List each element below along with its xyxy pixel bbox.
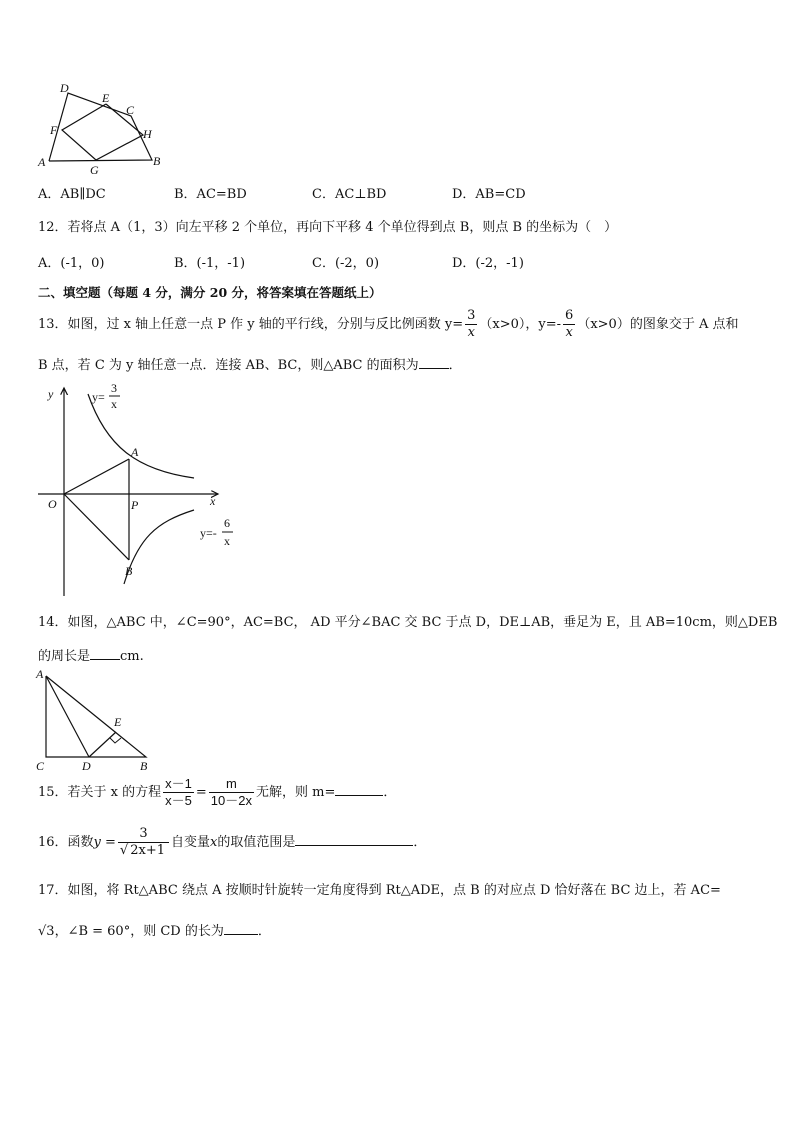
q16-radicand: 2x+1 xyxy=(130,843,165,858)
q11-label-f: F xyxy=(50,123,58,137)
q13-label-a: A xyxy=(131,445,139,459)
q14-label-b: B xyxy=(140,759,148,773)
q13-cond-1: （x>0），y=- xyxy=(479,317,562,332)
q15-pre: 15．若关于 x 的方程 xyxy=(38,785,162,800)
q13-curve1-den: x xyxy=(111,397,117,411)
q13-text-pre: 13．如图，过 x 轴上任意一点 P 作 y 轴的平行线，分别与反比例函数 y= xyxy=(38,317,464,332)
q15-fraction-2 xyxy=(209,776,254,809)
q14-line-1: 14．如图，△ABC 中，∠C=90°，AC=BC， AD 平分∠BAC 交 BC 于点 D，DE⊥AB，垂足为 E，且 AB=10cm，则△DEB xyxy=(38,615,778,630)
q15-end: ． xyxy=(383,785,397,800)
q13-line-2-end: ． xyxy=(448,358,462,373)
q14-line-2-post: cm. xyxy=(120,649,144,664)
q13-frac1-den: x xyxy=(467,325,475,340)
q11-label-c: C xyxy=(126,103,135,117)
q12-option-c: C．(-2，0) xyxy=(312,256,380,271)
q13-segment-ob xyxy=(64,494,129,560)
q16-y-eq: y = xyxy=(93,835,116,850)
q11-label-b: B xyxy=(153,154,161,168)
q16-fraction xyxy=(118,826,169,859)
q17-answer-blank[interactable] xyxy=(224,920,258,935)
q17-sqrt3: √3 xyxy=(38,924,55,939)
q16-num: 3 xyxy=(118,826,169,843)
q15-frac1-num: x－1 xyxy=(165,776,192,791)
q11-quadrilateral-figure xyxy=(36,81,176,179)
q13-frac1-num: 3 xyxy=(467,308,476,323)
q14-line-2 xyxy=(38,645,144,666)
q13-curve1-label: y= xyxy=(92,390,105,404)
q15-fraction-1 xyxy=(163,776,194,809)
q14-label-d: D xyxy=(82,759,91,773)
q12-option-a: A．(-1，0) xyxy=(38,256,105,271)
q16-answer-blank[interactable] xyxy=(295,831,413,846)
q13-curve1-num: 3 xyxy=(111,381,117,395)
q11-label-g: G xyxy=(90,163,99,177)
q11-label-a: A xyxy=(38,155,46,169)
q16-post-1: 自变量 xyxy=(171,835,211,850)
q13-line-1 xyxy=(38,308,738,341)
q14-segment-ad xyxy=(46,676,89,757)
q14-label-c: C xyxy=(36,759,45,773)
q13-line-2-text: B 点，若 C 为 y 轴任意一点．连接 AB、BC，则△ABC 的面积为 xyxy=(38,358,419,373)
q17-line-2-end: ． xyxy=(257,924,271,939)
q15-frac1-den: x－5 xyxy=(165,793,192,808)
q13-graph xyxy=(36,381,246,600)
q12-option-b: B．(-1，-1) xyxy=(174,256,246,271)
q16-line xyxy=(38,826,426,859)
q11-option-c: C．AC⊥BD xyxy=(312,187,387,202)
q11-option-b: B．AC=BD xyxy=(174,187,247,202)
q14-label-a: A xyxy=(36,667,44,681)
q16-post-2: 的取值范围是 xyxy=(217,835,296,850)
q13-curve-positive xyxy=(88,394,194,478)
q16-pre: 16．函数 xyxy=(38,835,94,850)
q13-curve2-label: y=- xyxy=(200,526,217,540)
q14-right-angle-mark xyxy=(110,738,121,743)
q16-end: ． xyxy=(413,835,427,850)
q15-eq: = xyxy=(195,785,207,800)
q13-segment-oa xyxy=(64,459,129,494)
q11-option-d: D．AB=CD xyxy=(452,187,526,202)
q15-post: 无解，则 m= xyxy=(255,785,336,800)
q14-triangle-abc xyxy=(46,676,146,757)
q14-triangle-figure xyxy=(34,668,164,776)
q14-segment-de xyxy=(89,732,116,757)
q12-option-d: D．(-2，-1) xyxy=(452,256,524,271)
q11-option-a: A．AB∥DC xyxy=(38,187,106,202)
q14-label-e: E xyxy=(114,715,122,729)
q13-label-p: P xyxy=(131,498,139,512)
q14-line-2-pre: 的周长是 xyxy=(38,649,91,664)
q15-answer-blank[interactable] xyxy=(335,781,383,796)
q13-curve2-den: x xyxy=(224,534,230,548)
q12-question: 12．若将点 A（1，3）向左平移 2 个单位，再向下平移 4 个单位得到点 B，则点 B 的坐标为（ ） xyxy=(38,220,618,235)
q15-frac2-num: m xyxy=(209,776,254,793)
q13-frac2-den: x xyxy=(565,325,573,340)
q15-line xyxy=(38,776,396,809)
q13-curve2-num: 6 xyxy=(224,516,230,530)
q13-text-post: （x>0）的图象交于 A 点和 xyxy=(577,317,739,332)
q13-label-b: B xyxy=(125,564,133,578)
q11-label-e: E xyxy=(102,91,110,105)
q13-label-o: O xyxy=(48,497,57,511)
q17-line-2-mid: ，∠B = 60°，则 CD 的长为 xyxy=(54,924,224,939)
q13-fraction-1 xyxy=(465,308,477,341)
q13-line-2 xyxy=(38,354,462,375)
q16-sqrt-sign: √ xyxy=(119,843,129,858)
q11-label-d: D xyxy=(60,81,69,95)
q16-den xyxy=(118,843,169,859)
q11-outline xyxy=(49,93,152,161)
q14-answer-blank[interactable] xyxy=(90,645,120,660)
q13-answer-blank[interactable] xyxy=(419,354,449,369)
q13-frac2-num: 6 xyxy=(565,308,574,323)
q17-line-1: 17．如图，将 Rt△ABC 绕点 A 按顺时针旋转一定角度得到 Rt△ADE，点 B 的对应点 D 恰好落在 BC 边上，若 AC= xyxy=(38,883,721,898)
q15-frac2-den: 10－2x xyxy=(210,793,252,808)
q13-fraction-2 xyxy=(563,308,575,341)
q17-line-2 xyxy=(38,920,271,941)
q13-label-y: y xyxy=(48,387,54,401)
q11-label-h: H xyxy=(143,127,152,141)
section-2-title: 二、填空题（每题 4 分，满分 20 分，将答案填在答题纸上） xyxy=(38,285,382,300)
q13-curve-negative xyxy=(124,510,194,584)
q13-label-x: x xyxy=(210,494,216,508)
q16-var-x: x xyxy=(210,835,218,850)
